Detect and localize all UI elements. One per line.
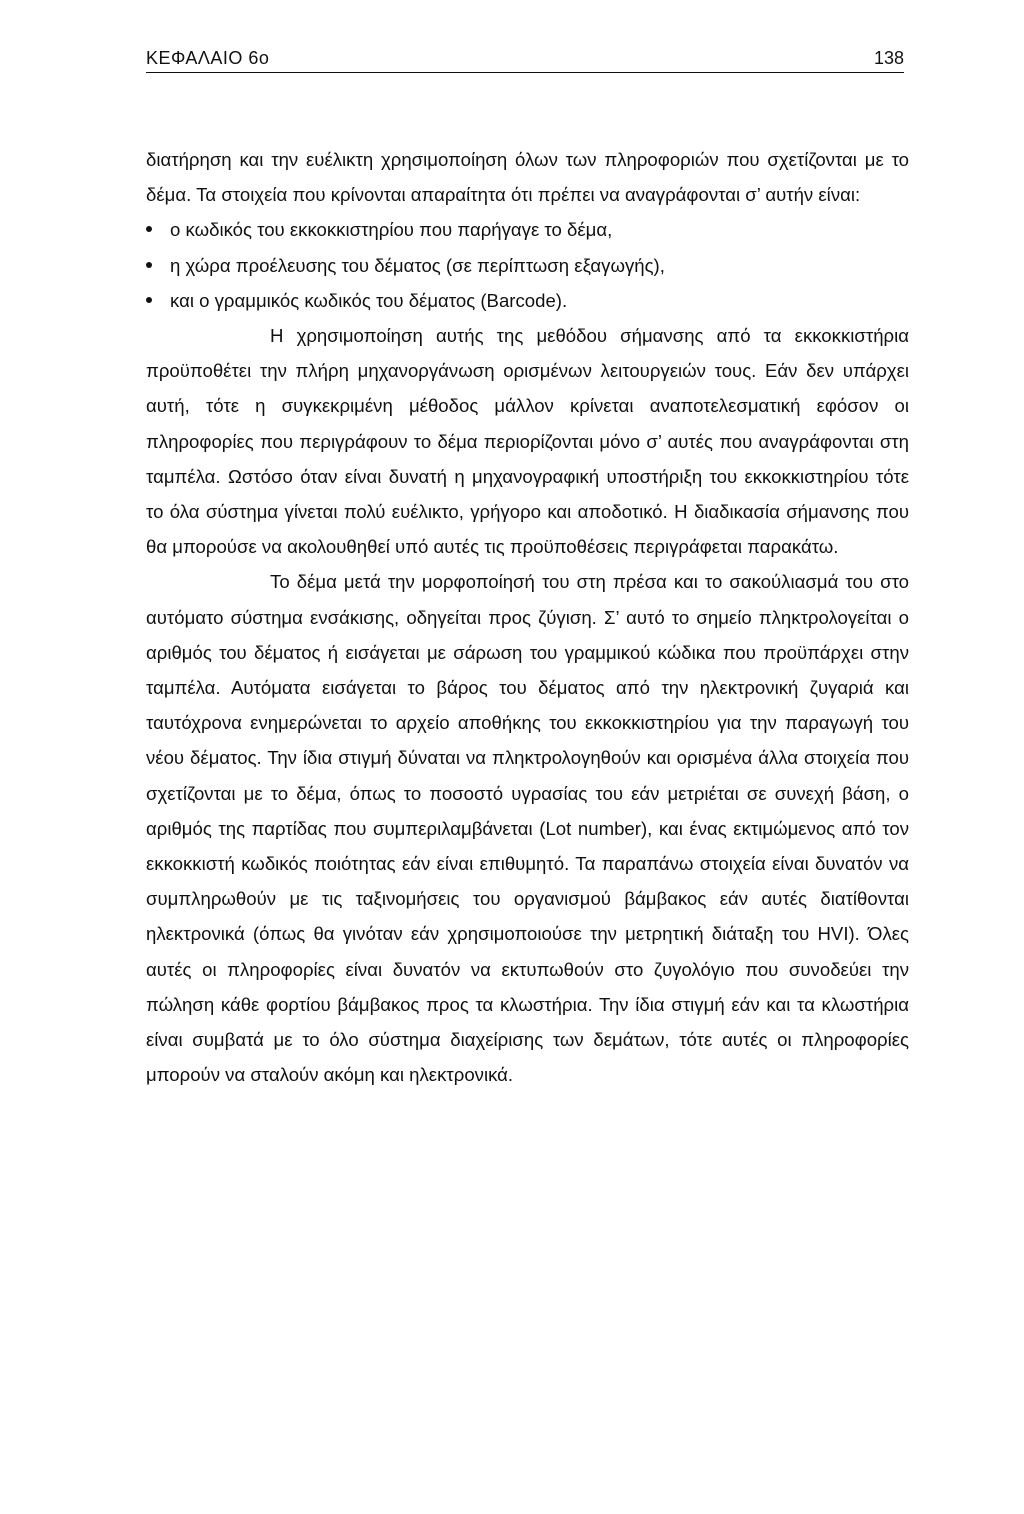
document-body [146, 142, 909, 1092]
bullet-list [146, 212, 909, 318]
paragraph-intro: διατήρηση και την ευέλικτη χρησιμοποίηση όλων των πληροφοριών που σχετίζονται με το δέμα. Τα στοιχεία που κρίνονται απαραίτητα ότι πρέπει να αναγράφονται σ’ αυτήν είναι: [146, 149, 909, 206]
paragraph-bale-process: Το δέμα μετά την μορφοποίησή του στη πρέσα και το σακούλιασμά του στο αυτόματο σύστημα ενσάκισης, οδηγείται προς ζύγιση. Σ’ αυτό το σημείο πληκτρολογείται ο αριθμός του δέματος ή εισάγεται με σάρωση του γραμμικού κώδικα που προϋπάρχει στην ταμπέλα. Αυτόματα εισάγεται το βάρος του δέματος από την ηλεκτρονική ζυγαριά και ταυτόχρονα ενημερώνεται το αρχείο αποθήκης του εκκοκκιστηρίου για την παραγωγή του νέου δέματος. Την ίδια στιγμή δύναται να πληκτρολογηθούν και ορισμένα άλλα στοιχεία που σχετίζονται με το δέμα, όπως το ποσοστό υγρασίας του εάν μετριέται σε συνεχή βάση, ο αριθμός της παρτίδας που συμπεριλαμβάνεται (Lot number), και ένας εκτιμώμενος από τον εκκοκκιστή κωδικός ποιότητας εάν είναι επιθυμητό. Τα παραπάνω στοιχεία είναι δυνατόν να συμπληρωθούν με τις ταξινομήσεις του οργανισμού βάμβακος εάν αυτές διατίθονται ηλεκτρονικά (όπως θα γινόταν εάν χρησιμοποιούσε την μετρητική διάταξη του HVI). Όλες αυτές οι πληροφορίες είναι δυνατόν να εκτυπωθούν στο ζυγολόγιο που συνοδεύει την πώληση κάθε φορτίου βάμβακος προς τα κλωστήρια. Την ίδια στιγμή εάν και τα κλωστήρια είναι συμβατά με το όλο σύστημα διαχείρισης των δεμάτων, τότε αυτές οι πληροφορίες μπορούν να σταλούν ακόμη και ηλεκτρονικά. [146, 571, 909, 1086]
list-item-text: η χώρα προέλευσης του δέματος (σε περίπτωση εξαγωγής), [170, 254, 665, 276]
list-item-text: ο κωδικός του εκκοκκιστηρίου που παρήγαγε το δέμα, [170, 219, 613, 241]
list-item-text: και ο γραμμικός κωδικός του δέματος (Barcode). [170, 289, 568, 311]
paragraph-marking-method: Η χρησιμοποίηση αυτής της μεθόδου σήμανσης από τα εκκοκκιστήρια προϋποθέτει την πλήρη μηχανοργάνωση ορισμένων λειτουργειών τους. Εάν δεν υπάρχει αυτή, τότε η συγκεκριμένη μέθοδος μάλλον κρίνεται αναποτελεσματική εφόσον οι πληροφορίες που περιγράφουν το δέμα περιορίζονται μόνο σ’ αυτές που αναγράφονται στη ταμπέλα. Ωστόσο όταν είναι δυνατή η μηχανογραφική υποστήριξη του εκκοκκιστηρίου τότε το όλα σύστημα γίνεται πολύ ευέλικτο, γρήγορο και αποδοτικό. Η διαδικασία σήμανσης που θα μπορούσε να ακολουθηθεί υπό αυτές τις προϋποθέσεις περιγράφεται παρακάτω. [146, 325, 909, 558]
page-header [146, 46, 904, 73]
list-item [146, 283, 909, 318]
list-item [146, 212, 909, 247]
bullet-icon [146, 297, 152, 303]
chapter-title: ΚΕΦΑΛΑΙΟ 6ο [146, 48, 270, 68]
page-number: 138 [873, 48, 904, 68]
list-item [146, 248, 909, 283]
bullet-icon [146, 226, 152, 232]
bullet-icon [146, 262, 152, 268]
